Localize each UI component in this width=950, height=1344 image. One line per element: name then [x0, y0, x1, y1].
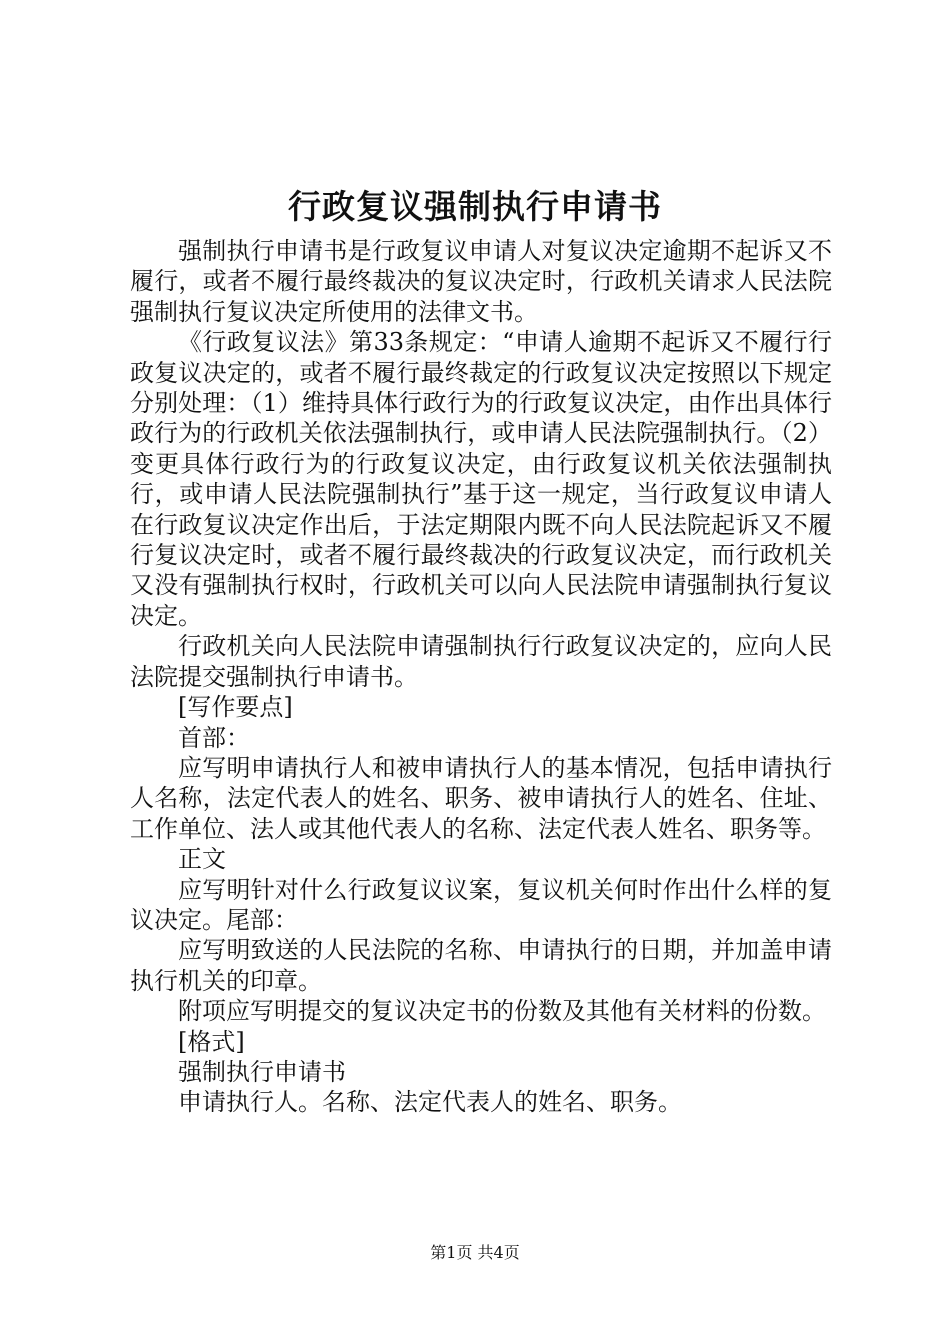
- paragraph-law-article: 《行政复议法》第33条规定：“申请人逾期不起诉又不履行行政复议决定的，或者不履行最终裁定的行政复议决定按照以下规定分别处理：（1）维持具体行政行为的行政复议决定，由作出具体行政行为的行政机关依法强制执行，或申请人民法院强制执行。（2）变更具体行政行为的行政复议决定，由行政复议机关依法强制执行，或申请人民法院强制执行”基于这一规定，当行政复议申请人在行政复议决定作出后，于法定期限内既不向人民法院起诉又不履行复议决定时，或者不履行最终裁决的行政复议决定，而行政机关又没有强制执行权时，行政机关可以向人民法院申请强制执行复议决定。: [130, 328, 832, 630]
- section-heading-format: [格式]: [178, 1027, 245, 1056]
- page-number-footer: 第1页 共4页: [430, 1243, 520, 1262]
- paragraph-attachments: 附项应写明提交的复议决定书的份数及其他有关材料的份数。: [178, 997, 826, 1026]
- format-title: 强制执行申请书: [178, 1057, 346, 1086]
- paragraph-submission: 行政机关向人民法院申请强制执行行政复议决定的，应向人民法院提交强制执行申请书。: [130, 632, 832, 691]
- document-body: [130, 236, 832, 1118]
- paragraph-intro: 强制执行申请书是行政复议申请人对复议决定逾期不起诉又不履行，或者不履行最终裁决的复议决定时，行政机关请求人民法院强制执行复议决定所使用的法律文书。: [130, 237, 832, 326]
- subheading-head: 首部：: [178, 723, 250, 752]
- paragraph-head-content: 应写明申请执行人和被申请执行人的基本情况，包括申请执行人名称，法定代表人的姓名、职务、被申请执行人的姓名、住址、工作单位、法人或其他代表人的名称、法定代表人姓名、职务等。: [130, 753, 832, 843]
- format-applicant-line: 申请执行人。名称、法定代表人的姓名、职务。: [178, 1088, 682, 1117]
- subheading-main-text: 正文: [178, 845, 226, 874]
- section-heading-writing-points: [写作要点]: [178, 693, 293, 722]
- document-title: 行政复议强制执行申请书: [288, 187, 662, 226]
- paragraph-main-content: 应写明针对什么行政复议议案，复议机关何时作出什么样的复议决定。尾部：: [130, 875, 832, 934]
- paragraph-ending-content: 应写明致送的人民法院的名称、申请执行的日期，并加盖申请执行机关的印章。: [130, 936, 832, 995]
